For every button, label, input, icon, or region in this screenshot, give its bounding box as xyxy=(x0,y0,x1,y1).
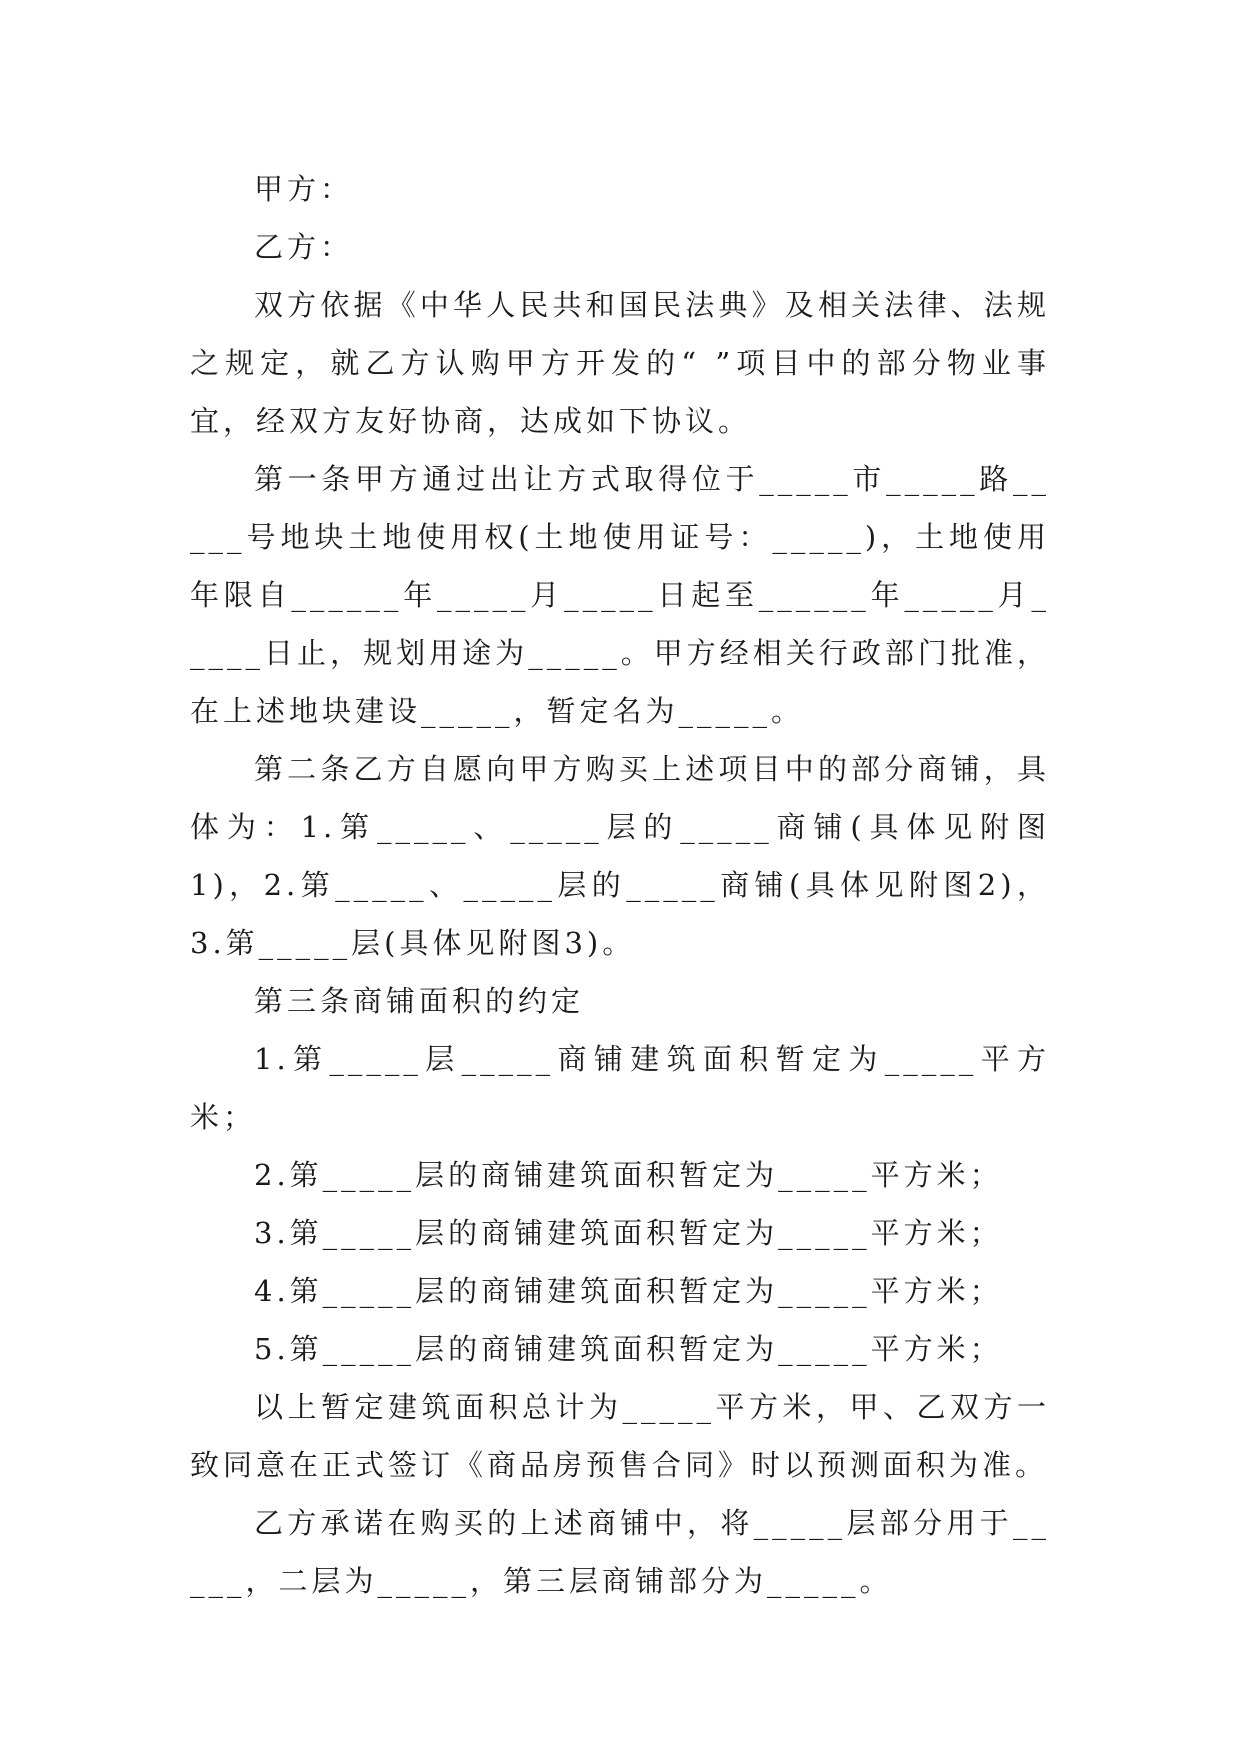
area-item-3: 3.第_____层的商铺建筑面积暂定为_____平方米； xyxy=(254,1216,1003,1250)
area-item-2: 2.第_____层的商铺建筑面积暂定为_____平方米； xyxy=(254,1158,1003,1192)
usage-commitment-paragraph: 乙方承诺在购买的上述商铺中，将_____层部分用于_____，二层为_____，第三层商铺部分为_____。 xyxy=(190,1506,1050,1598)
article-3-heading: 第三条商铺面积的约定 xyxy=(254,984,585,1018)
party-b-line: 乙方： xyxy=(254,230,354,264)
preamble-paragraph: 双方依据《中华人民共和国民法典》及相关法律、法规之规定，就乙方认购甲方开发的“ ”项目中的部分物业事宜，经双方友好协商，达成如下协议。 xyxy=(190,288,1050,438)
area-total-paragraph: 以上暂定建筑面积总计为_____平方米，甲、乙双方一致同意在正式签订《商品房预售合同》时以预测面积为准。 xyxy=(190,1390,1050,1482)
area-item-1: 1.第_____层_____商铺建筑面积暂定为_____平方米； xyxy=(190,1042,1050,1134)
area-item-4: 4.第_____层的商铺建筑面积暂定为_____平方米； xyxy=(254,1274,1003,1308)
article-1-paragraph: 第一条甲方通过出让方式取得位于_____市_____路_____号地块土地使用权(土地使用证号：_____)，土地使用年限自______年_____月_____日起至______年_____月_____日止，规划用途为_____。甲方经相关行政部门批准，在上述地块建设_____，暂定名为_____。 xyxy=(190,462,1050,728)
party-a-line: 甲方： xyxy=(254,172,354,206)
area-item-5: 5.第_____层的商铺建筑面积暂定为_____平方米； xyxy=(254,1332,1003,1366)
document-body xyxy=(190,160,1050,1610)
article-2-paragraph: 第二条乙方自愿向甲方购买上述项目中的部分商铺，具体为：1.第_____、_____层的_____商铺(具体见附图1)，2.第_____、_____层的_____商铺(具体见附图2)，3.第_____层(具体见附图3)。 xyxy=(190,752,1050,960)
